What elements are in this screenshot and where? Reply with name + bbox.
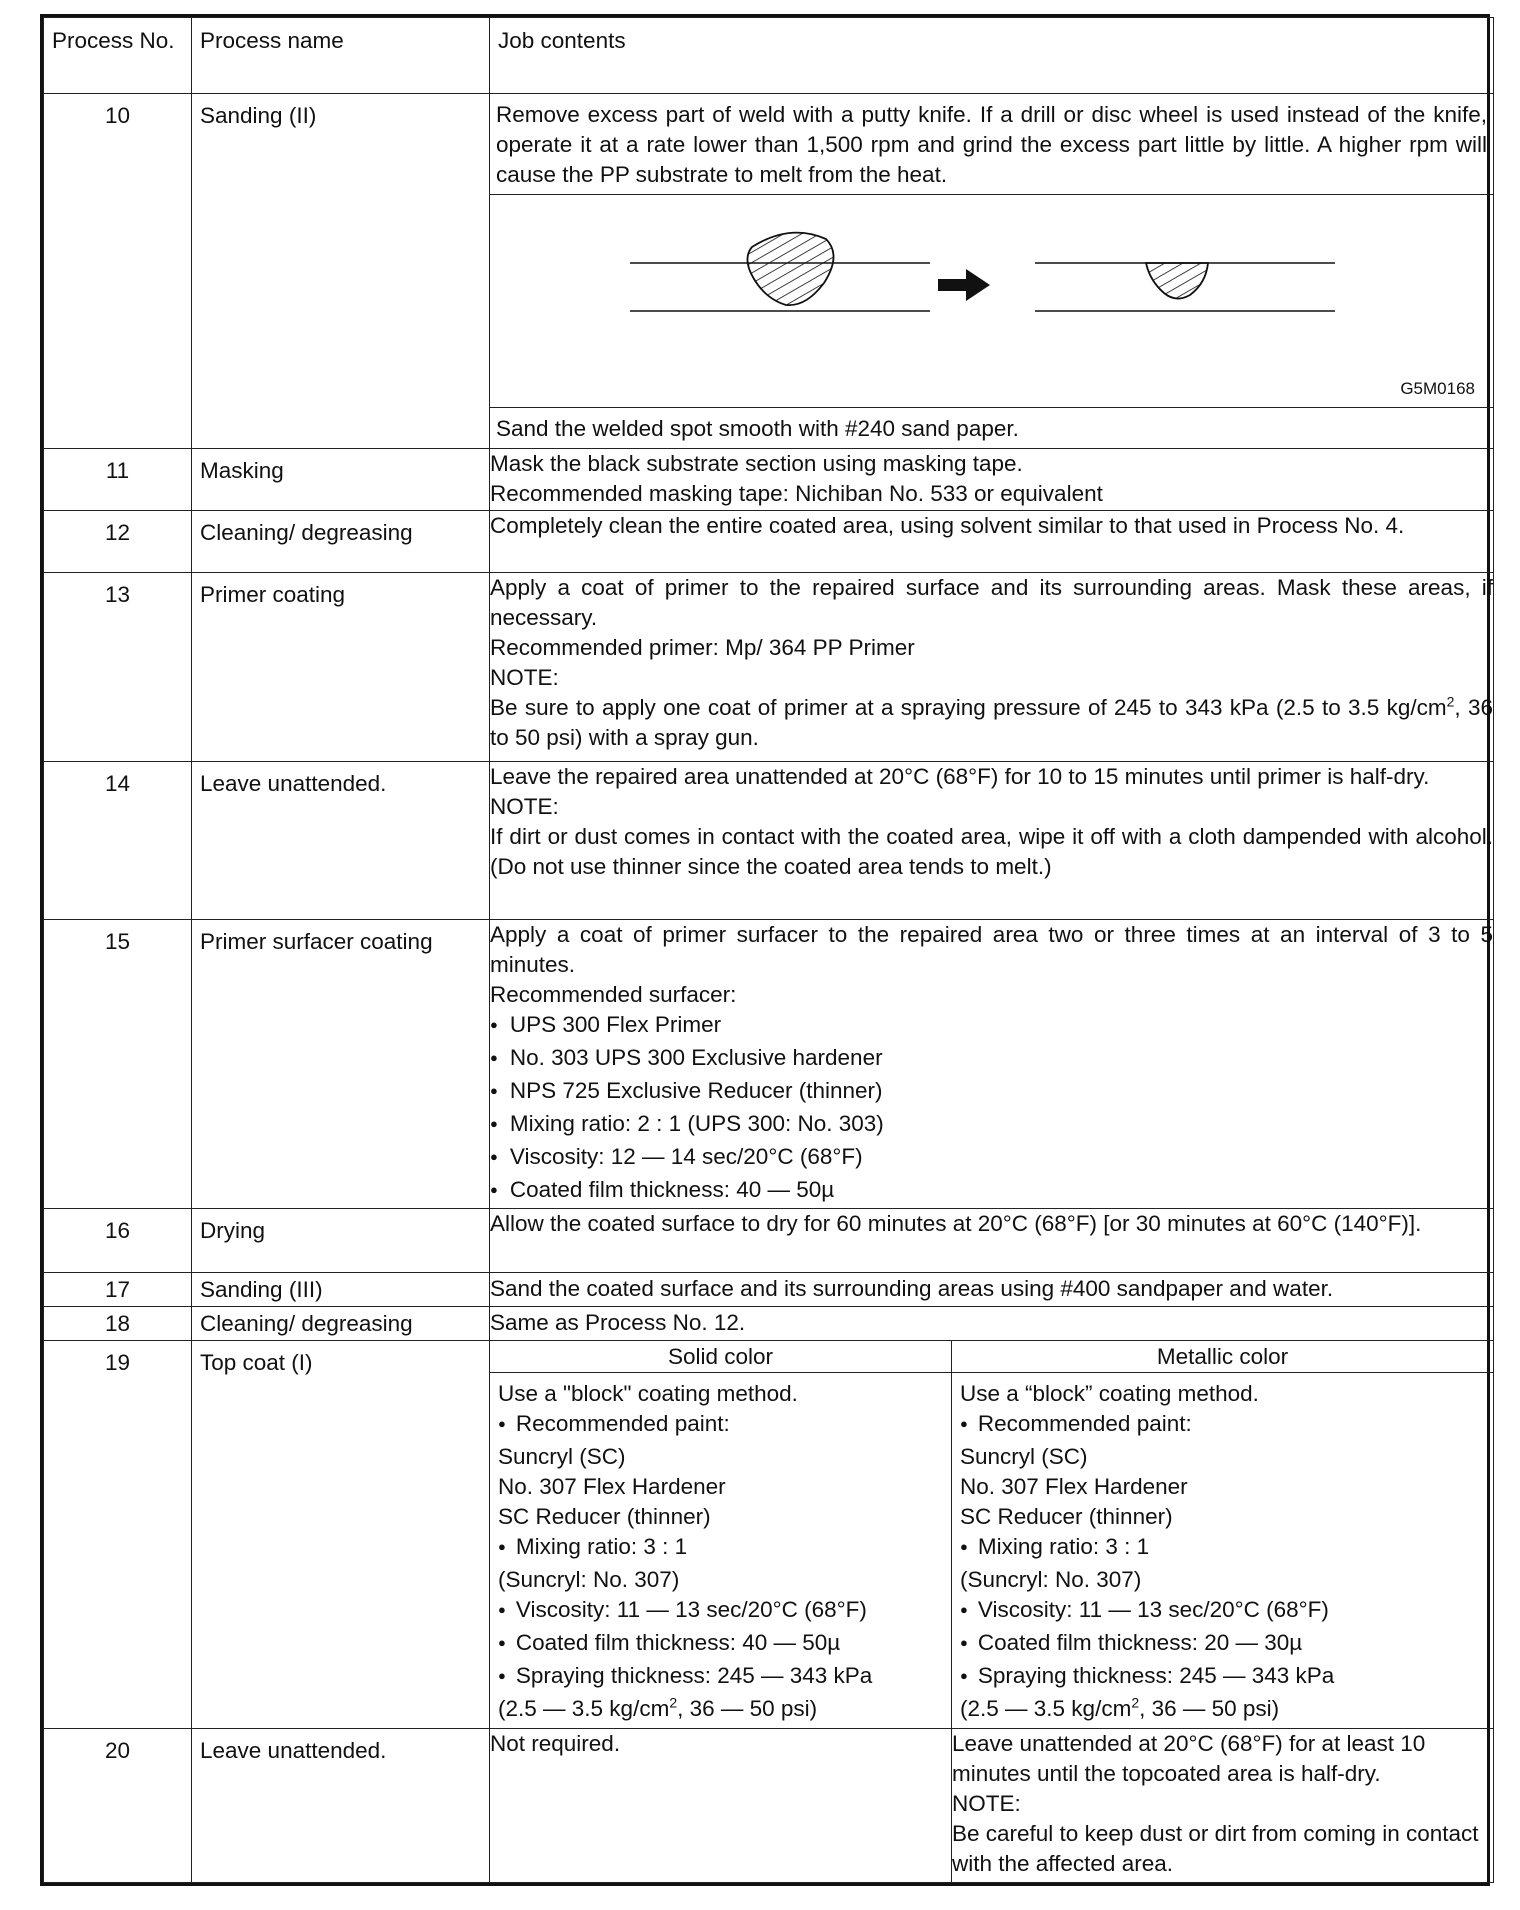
job-line: Suncryl (SC) <box>960 1444 1088 1469</box>
table-row <box>44 1341 1494 1729</box>
process-no: 11 <box>44 449 192 511</box>
job-contents <box>490 762 1494 920</box>
table-row <box>44 1209 1494 1273</box>
job-line: SC Reducer (thinner) <box>960 1504 1173 1529</box>
job-contents <box>490 1273 1494 1307</box>
process-name: Cleaning/ degreasing <box>192 1307 490 1341</box>
job-line: SC Reducer (thinner) <box>498 1504 711 1529</box>
job-line: Recommended surfacer: <box>490 982 737 1007</box>
weld-bead <box>747 233 833 306</box>
process-name: Primer surfacer coating <box>192 920 490 1209</box>
table-row <box>44 1307 1494 1341</box>
table-row <box>44 920 1494 1209</box>
job-line: Sand the coated surface and its surrounding areas using #400 sandpaper and water. <box>490 1276 1334 1301</box>
job-line: Recommended masking tape: Nichiban No. 533 or equivalent <box>490 481 1103 506</box>
line-part: , 36 — 50 psi) <box>677 1696 818 1721</box>
solid-color-content <box>490 1373 951 1728</box>
table-row <box>44 449 1494 511</box>
process-name: Cleaning/ degreasing <box>192 511 490 573</box>
job-line: Mask the black substrate section using masking tape. <box>490 451 1023 476</box>
job-contents <box>490 920 1494 1209</box>
process-no: 14 <box>44 762 192 920</box>
metallic-color-content <box>952 1729 1494 1883</box>
superscript: 2 <box>1446 693 1455 710</box>
line-part: , 36 — 50 psi) <box>1139 1696 1280 1721</box>
metallic-color-cell <box>952 1341 1494 1729</box>
process-no: 10 <box>44 94 192 449</box>
job-line: No. 307 Flex Hardener <box>498 1474 726 1499</box>
metallic-color-content <box>952 1373 1493 1728</box>
job-contents <box>490 1307 1494 1341</box>
process-name: Primer coating <box>192 573 490 762</box>
job-line: Recommended primer: Mp/ 364 PP Primer <box>490 635 915 660</box>
job-line: No. 307 Flex Hardener <box>960 1474 1188 1499</box>
process-no: 16 <box>44 1209 192 1273</box>
job-contents <box>490 94 1494 449</box>
process-name: Sanding (II) <box>192 94 490 449</box>
process-no: 13 <box>44 573 192 762</box>
header-row <box>44 18 1494 94</box>
job-contents <box>490 1209 1494 1273</box>
bullet-item: ● Viscosity: 11 — 13 sec/20°C (68°F) <box>960 1595 1487 1628</box>
table-row <box>44 1729 1494 1883</box>
job-line: NOTE: <box>490 794 559 819</box>
table-row <box>44 511 1494 573</box>
note-text <box>490 693 1493 753</box>
arrow-right-icon <box>938 269 990 301</box>
line-part: (2.5 — 3.5 kg/cm <box>960 1696 1132 1721</box>
table-row <box>44 573 1494 762</box>
line-part: (2.5 — 3.5 kg/cm <box>498 1696 670 1721</box>
bullet-item: ● Mixing ratio: 3 : 1 <box>960 1532 1487 1565</box>
job-line: Suncryl (SC) <box>498 1444 626 1469</box>
job-line: Be careful to keep dust or dirt from coming in contact with the affected area. <box>952 1821 1479 1876</box>
job-text: Sand the welded spot smooth with #240 sand paper. <box>496 416 1019 441</box>
note-part: Be sure to apply one coat of primer at a spraying pressure of 245 to 343 kPa (2.5 to 3.5 kg/cm <box>490 695 1447 720</box>
process-no: 15 <box>44 920 192 1209</box>
superscript: 2 <box>669 1694 678 1711</box>
bullet-item: ● Coated film thickness: 20 — 30µ <box>960 1628 1487 1661</box>
job-line: (Suncryl: No. 307) <box>498 1567 680 1592</box>
weld-figure-drawing <box>490 195 1490 407</box>
bullet-item: ● Coated film thickness: 40 — 50µ <box>498 1628 945 1661</box>
job-line: NOTE: <box>952 1791 1021 1816</box>
process-name: Masking <box>192 449 490 511</box>
header-job-contents: Job contents <box>490 18 1494 94</box>
job-line: Leave unattended at 20°C (68°F) for at least 10 minutes until the topcoated area is half-dry. <box>952 1731 1426 1786</box>
job-line: Apply a coat of primer to the repaired surface and its surrounding areas. Mask these areas, if necessary. <box>490 575 1493 630</box>
job-line: If dirt or dust comes in contact with the coated area, wipe it off with a cloth dampended with alcohol. (Do not use thinner since the coated area tends to melt.) <box>490 824 1493 879</box>
job-line: Not required. <box>490 1731 621 1756</box>
solid-color-content <box>490 1729 952 1883</box>
weld-bead-ground <box>1146 263 1208 299</box>
bullet-item: ● Viscosity: 11 — 13 sec/20°C (68°F) <box>498 1595 945 1628</box>
superscript: 2 <box>1131 1694 1140 1711</box>
process-table <box>40 14 1493 1886</box>
job-line: (Suncryl: No. 307) <box>960 1567 1142 1592</box>
process-no: 12 <box>44 511 192 573</box>
job-line: Leave the repaired area unattended at 20°C (68°F) for 10 to 15 minutes until primer is half-dry. <box>490 764 1430 789</box>
bullet-item: ● No. 303 UPS 300 Exclusive hardener <box>490 1043 1493 1076</box>
job-line <box>498 1694 945 1724</box>
job-line <box>960 1694 1487 1724</box>
bullet-item: ● Coated film thickness: 40 — 50µ <box>490 1175 1493 1208</box>
table-row <box>44 94 1494 449</box>
bullet-item: ● Mixing ratio: 3 : 1 <box>498 1532 945 1565</box>
process-no: 20 <box>44 1729 192 1883</box>
metallic-color-header: Metallic color <box>952 1341 1493 1373</box>
job-line: Use a “block” coating method. <box>960 1381 1259 1406</box>
job-line: Use a "block" coating method. <box>498 1381 798 1406</box>
header-process-name: Process name <box>192 18 490 94</box>
job-line: Same as Process No. 12. <box>490 1310 746 1335</box>
solid-color-header: Solid color <box>490 1341 951 1373</box>
bullet-item: ● Recommended paint: <box>498 1409 945 1442</box>
process-name: Leave unattended. <box>192 762 490 920</box>
job-line: Completely clean the entire coated area, using solvent similar to that used in Process No. 4. <box>490 513 1405 538</box>
figure-code: G5M0168 <box>1400 379 1475 398</box>
solid-color-cell <box>490 1341 952 1729</box>
bullet-item: ● Mixing ratio: 2 : 1 (UPS 300: No. 303) <box>490 1109 1493 1142</box>
process-name: Sanding (III) <box>192 1273 490 1307</box>
process-no: 18 <box>44 1307 192 1341</box>
process-name: Drying <box>192 1209 490 1273</box>
job-text: Remove excess part of weld with a putty knife. If a drill or disc wheel is used instead of the knife, operate it at a rate lower than 1,500 rpm and grind the excess part little by little. A higher rpm will cause the PP substrate to melt from the heat. <box>490 94 1493 195</box>
table-row <box>44 1273 1494 1307</box>
process-name: Leave unattended. <box>192 1729 490 1883</box>
bullet-item: ● Viscosity: 12 — 14 sec/20°C (68°F) <box>490 1142 1493 1175</box>
job-contents <box>490 573 1494 762</box>
bullet-item: ● UPS 300 Flex Primer <box>490 1010 1493 1043</box>
job-line: Apply a coat of primer surfacer to the repaired area two or three times at an interval of 3 to 5 minutes. <box>490 922 1493 977</box>
job-line: NOTE: <box>490 665 559 690</box>
job-contents <box>490 511 1494 573</box>
weld-grinding-figure <box>490 195 1493 408</box>
table-row <box>44 762 1494 920</box>
bullet-item: ● Recommended paint: <box>960 1409 1487 1442</box>
bullet-item: ● Spraying thickness: 245 — 343 kPa <box>960 1661 1487 1694</box>
bullet-item: ● NPS 725 Exclusive Reducer (thinner) <box>490 1076 1493 1109</box>
job-line: Allow the coated surface to dry for 60 minutes at 20°C (68°F) [or 30 minutes at 60°C (140°F)]. <box>490 1211 1422 1236</box>
process-no: 19 <box>44 1341 192 1729</box>
note-part: , 36 to 50 psi) with a spray gun. <box>490 695 1493 750</box>
process-no: 17 <box>44 1273 192 1307</box>
bullet-item: ● Spraying thickness: 245 — 343 kPa <box>498 1661 945 1694</box>
header-process-no: Process No. <box>44 18 192 94</box>
job-contents <box>490 449 1494 511</box>
process-name: Top coat (I) <box>192 1341 490 1729</box>
